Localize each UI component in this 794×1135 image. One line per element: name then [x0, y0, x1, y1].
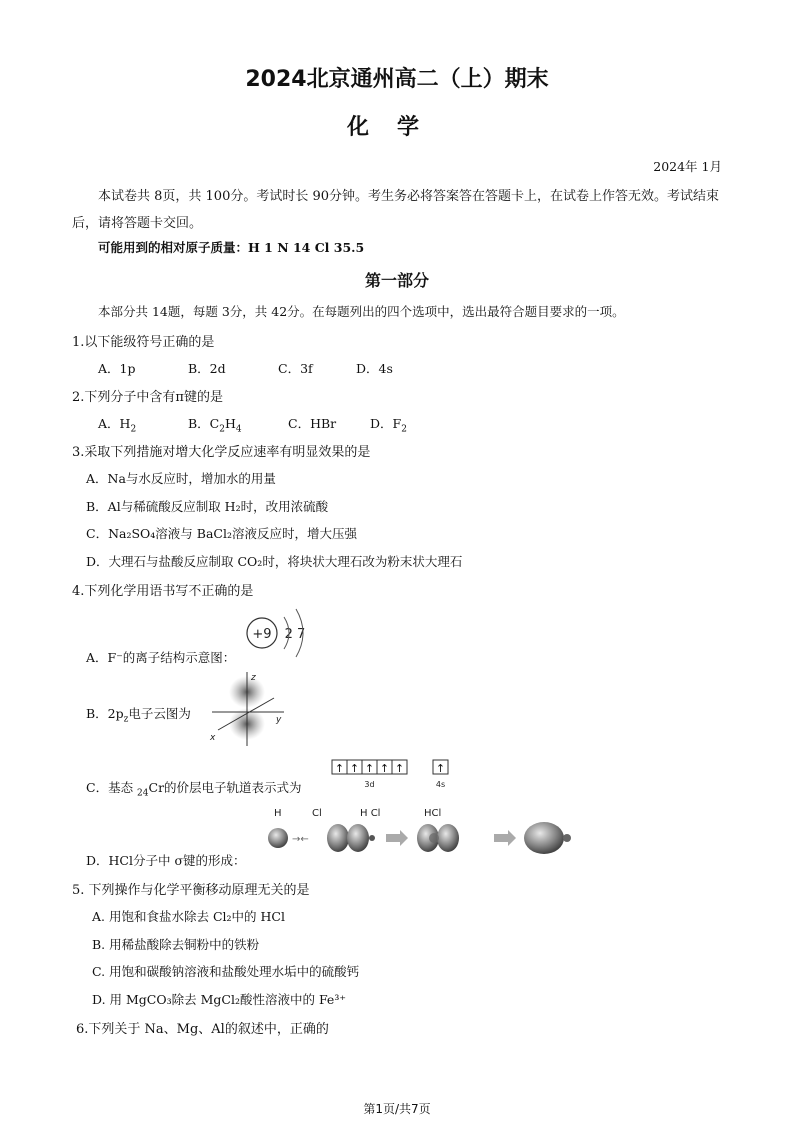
- question-3-stem: 3.采取下列措施对增大化学反应速率有明显效果的是: [72, 445, 371, 460]
- exam-title: 2024北京通州高二（上）期末: [245, 67, 549, 92]
- svg-text:↑: ↑: [394, 762, 405, 775]
- svg-text:→←: →←: [292, 834, 309, 845]
- question-1-option-a: A．1p: [98, 361, 136, 376]
- svg-text:+9: +9: [252, 627, 272, 642]
- question-3-option-d: D．大理石与盐酸反应制取 CO₂时，将块状大理石改为粉末状大理石: [86, 554, 463, 569]
- svg-text:↑: ↑: [364, 762, 375, 775]
- question-2-option-c: C．HBr: [288, 416, 337, 431]
- question-6-stem: 6.下列关于 Na、Mg、Al的叙述中，正确的: [76, 1022, 329, 1037]
- exam-date: 2024年 1月: [653, 159, 722, 174]
- question-4-option-d: D．HCl分子中 σ键的形成：: [86, 853, 246, 868]
- question-3-option-a: A．Na与水反应时，增加水的用量: [86, 471, 276, 486]
- question-1-option-b: B．2d: [188, 361, 226, 376]
- svg-text:H: H: [274, 808, 282, 819]
- question-1-option-c: C．3f: [278, 361, 313, 376]
- svg-text:2 7: 2 7: [284, 627, 306, 642]
- part-one-note: 本部分共 14题，每题 3分，共 42分。在每题列出的四个选项中，选出最符合题目要求的一项。: [98, 304, 625, 319]
- question-5-option-c: C. 用饱和碳酸钠溶液和盐酸处理水垢中的硫酸钙: [92, 964, 360, 979]
- part-one-title: 第一部分: [364, 271, 429, 290]
- question-5-option-b: B. 用稀盐酸除去铜粉中的铁粉: [92, 937, 260, 952]
- svg-text:4s: 4s: [435, 780, 446, 789]
- question-4-option-b: B．$2p_z$电子云图为: [86, 706, 191, 725]
- question-2-option-b: B．$C_2H_4$: [188, 416, 242, 435]
- question-4-option-c: C．基态 $_{24}$Cr的价层电子轨道表示式为: [86, 780, 302, 799]
- svg-text:↑: ↑: [435, 762, 446, 775]
- question-2-option-a: A．$H_2$: [98, 416, 137, 435]
- svg-text:Cl: Cl: [312, 808, 322, 819]
- question-5-stem: 5. 下列操作与化学平衡移动原理无关的是: [72, 883, 310, 898]
- svg-text:↑: ↑: [349, 762, 360, 775]
- hcl-sigma-bond-diagram: [262, 804, 582, 860]
- question-5-option-a: A. 用饱和食盐水除去 Cl₂中的 HCl: [92, 909, 285, 924]
- cr-orbital-diagram: [330, 758, 460, 792]
- svg-text:↑: ↑: [379, 762, 390, 775]
- question-4-stem: 4.下列化学用语书写不正确的是: [72, 584, 254, 599]
- question-1-option-d: D．4s: [356, 361, 393, 376]
- question-4-option-a: A．F⁻的离子结构示意图：: [86, 650, 236, 665]
- fluoride-ion-structure-diagram: [240, 605, 310, 663]
- svg-text:HCl: HCl: [424, 808, 442, 819]
- svg-text:3d: 3d: [364, 780, 375, 789]
- question-5-option-d: D. 用 MgCO₃除去 MgCl₂酸性溶液中的 Fe³⁺: [92, 992, 346, 1007]
- question-1-stem: 1.以下能级符号正确的是: [72, 335, 215, 350]
- svg-text:x: x: [210, 733, 216, 743]
- question-2-stem: 2.下列分子中含有π键的是: [72, 390, 223, 405]
- svg-text:z: z: [251, 673, 256, 683]
- subject-title: 化学: [346, 115, 447, 140]
- question-3-option-c: C．Na₂SO₄溶液与 BaCl₂溶液反应时，增大压强: [86, 526, 357, 541]
- svg-text:H Cl: H Cl: [360, 808, 381, 819]
- svg-text:y: y: [276, 715, 282, 725]
- electron-cloud-diagram: [202, 670, 292, 748]
- question-2-option-d: D．$F_2$: [370, 416, 407, 435]
- question-3-option-b: B．Al与稀硫酸反应制取 H₂时，改用浓硫酸: [86, 499, 329, 514]
- exam-instructions: 本试卷共 8页，共 100分。考试时长 90分钟。考生务必将答案答在答题卡上，在试卷上作答无效。考试结束后，请将答题卡交回。: [72, 189, 720, 231]
- page-footer: 第1页/共7页: [363, 1102, 431, 1116]
- svg-text:↑: ↑: [334, 762, 345, 775]
- atomic-mass-note: 可能用到的相对原子质量：H 1 N 14 Cl 35.5: [98, 240, 365, 255]
